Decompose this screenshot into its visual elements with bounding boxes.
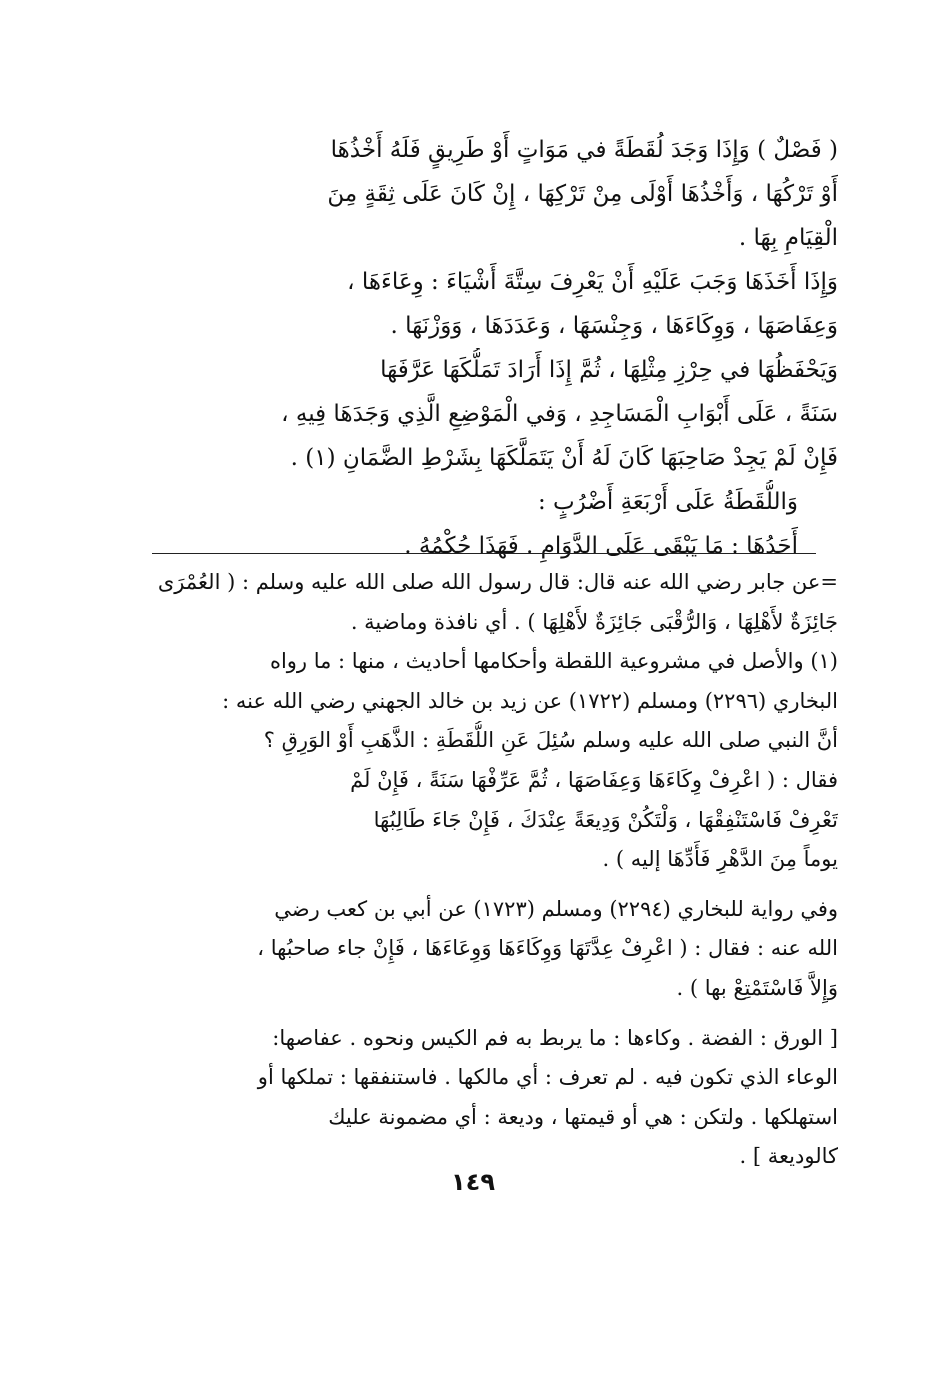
footnote-line: الوعاء الذي تكون فيه . لم تعرف : أي مالكها . فاستنفقها : تملكها أو: [257, 1065, 838, 1090]
main-line: وَإِذَا أَخَذَهَا وَجَبَ عَلَيْهِ أَنْ يَعْرِفَ سِتَّةَ أَشْيَاءَ : وِعَاءَهَا ،: [347, 269, 838, 295]
footnote-line: البخاري (٢٢٩٦) ومسلم (١٧٢٢) عن زيد بن خالد الجهني رضي الله عنه :: [222, 688, 838, 713]
footnote-line: فقال : ( اعْرِفْ وِكَاءَهَا وَعِفَاصَهَا ، ثُمَّ عَرِّفْهَا سَنَةً ، فَإِنْ لَمْ: [350, 767, 838, 792]
footnote-separator: [152, 553, 816, 554]
main-line: الْقِيَامِ بِهَا .: [738, 225, 838, 251]
main-line: وَاللُّقَطَةُ عَلَى أَرْبَعَةِ أَضْرُبٍ :: [537, 489, 798, 515]
footnote-line: يوماً مِنَ الدَّهْرِ فَأَدِّهَا إليه ) .: [602, 847, 838, 872]
footnote-line: أنَّ النبي صلى الله عليه وسلم سُئِلَ عَنِ اللُّقَطَةِ : الذَّهَبِ أَوْ الوَرِقِ ؟: [263, 728, 838, 753]
footnote-line: (١) والأصل في مشروعية اللقطة وأحكامها أحاديث ، منها : ما رواه: [269, 649, 838, 674]
footnote-line: تَعْرِفْ فَاسْتَنْفِقْهَا ، وَلْتَكُنْ وَدِيعَةً عِنْدَكَ ، فَإِنْ جَاءَ طَالِبُهَا: [373, 807, 838, 832]
main-line: ( فَصْلٌ ) وَإِذَا وَجَدَ لُقَطَةً في مَوَاتٍ أَوْ طَرِيقٍ فَلَهُ أَخْذُهَا: [330, 137, 838, 163]
footnote-line: وَإِلاَّ فَاسْتَمْتِعْ بها ) .: [676, 975, 838, 1000]
footnote-line: كالوديعة ] .: [739, 1144, 838, 1169]
footnote-gap: [150, 1009, 838, 1019]
footnote-gap: [150, 880, 838, 890]
main-line: فَإِنْ لَمْ يَجِدْ صَاحِبَهَا كَانَ لَهُ أَنْ يَتَمَلَّكَهَا بِشَرْطِ الضَّمَانِ (١) .: [290, 445, 838, 471]
main-text: [150, 128, 838, 568]
footnote-line: جَائِزَةٌ لأَهْلِهَا ، وَالرُّقْبَى جَائِزَةٌ لأَهْلِهَا ) . أي نافذة وماضية .: [350, 609, 838, 634]
main-line: وَعِفَاصَهَا ، وَوِكَاءَهَا ، وَجِنْسَهَا ، وَعَدَدَهَا ، وَوَزْنَهَا .: [390, 313, 838, 339]
footnote-line: [ الورق : الفضة . وكاءها : ما يربط به فم الكيس ونحوه . عفاصها:: [272, 1025, 838, 1050]
footnote-line: الله عنه : فقال : ( اعْرِفْ عِدَّتَهَا وَوِكَاءَهَا وَوِعَاءَهَا ، فَإِنْ جاء صاحبُها ،: [257, 936, 838, 961]
main-line: وَيَحْفَظُهَا في حِرْزِ مِثْلِهَا ، ثُمَّ إِذَا أَرَادَ تَمَلُّكَهَا عَرَّفَهَا: [380, 357, 838, 383]
footnotes: [150, 563, 838, 1177]
main-line: أَحَدُهَا : مَا يَبْقَى عَلَى الدَّوَامِ . فَهَذَا حُكْمُهُ .: [404, 533, 798, 559]
page-number: ١٤٩: [451, 1168, 495, 1196]
footnote-line: وفي رواية للبخاري (٢٢٩٤) ومسلم (١٧٢٣) عن أبي بن كعب رضي: [274, 896, 838, 921]
main-line: سَنَةً ، عَلَى أَبْوَابِ الْمَسَاجِدِ ، وَفي الْمَوْضِعِ الَّذِي وَجَدَهَا فِيهِ ،: [281, 401, 838, 427]
footnote-line: استهلكها . ولتكن : هي أو قيمتها ، وديعة : أي مضمونة عليك: [328, 1104, 838, 1129]
footnote-line: =عن جابر رضي الله عنه قال: قال رسول الله صلى الله عليه وسلم : ( العُمْرَى: [157, 570, 838, 594]
main-line: أَوْ تَرْكُهَا ، وَأَخْذُهَا أَوْلَى مِنْ تَرْكِهَا ، إِنْ كَانَ عَلَى ثِقَةٍ مِنَ: [327, 181, 838, 207]
